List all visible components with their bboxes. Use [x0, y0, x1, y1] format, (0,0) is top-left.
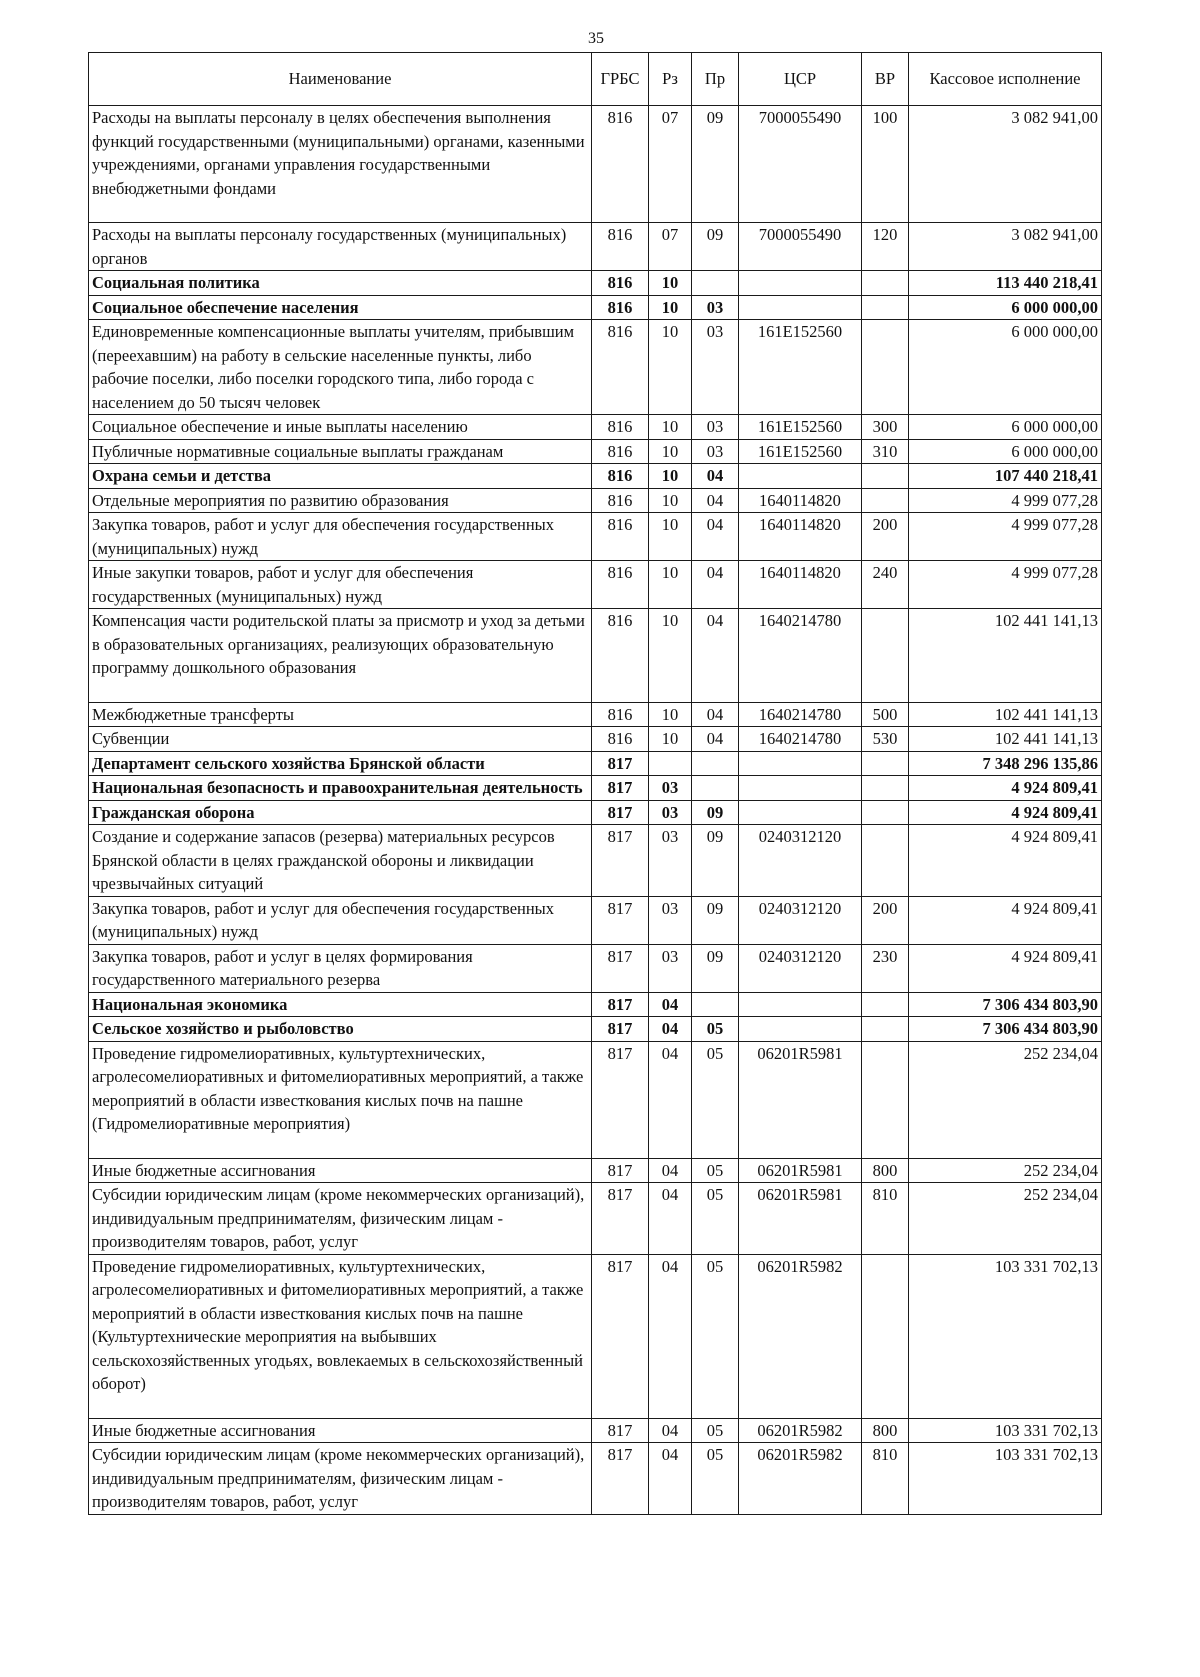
cell-sum: 103 331 702,13: [909, 1443, 1102, 1515]
header-grbs: ГРБС: [592, 53, 649, 106]
cell-pr: 05: [692, 1158, 739, 1183]
header-vr: ВР: [862, 53, 909, 106]
cell-csr: [739, 464, 862, 489]
cell-csr: 06201R5981: [739, 1183, 862, 1255]
cell-sum: 103 331 702,13: [909, 1254, 1102, 1418]
cell-pr: 04: [692, 609, 739, 703]
cell-name: Компенсация части родительской платы за присмотр и уход за детьми в образовательных организациях, реализующих образовательную программу дошкольного образования: [89, 609, 592, 703]
cell-name: Межбюджетные трансферты: [89, 702, 592, 727]
cell-name: Охрана семьи и детства: [89, 464, 592, 489]
cell-csr: 1640114820: [739, 488, 862, 513]
cell-pr: 09: [692, 223, 739, 271]
table-row: [89, 320, 1102, 415]
cell-sum: 103 331 702,13: [909, 1418, 1102, 1443]
cell-vr: 310: [862, 439, 909, 464]
cell-csr: [739, 1017, 862, 1042]
cell-name: Субсидии юридическим лицам (кроме некоммерческих организаций), индивидуальным предпринимателям, физическим лицам - производителям товаров, работ, услуг: [89, 1183, 592, 1255]
cell-vr: 800: [862, 1418, 909, 1443]
cell-vr: [862, 320, 909, 415]
cell-grbs: 817: [592, 992, 649, 1017]
cell-vr: [862, 271, 909, 296]
cell-vr: 800: [862, 1158, 909, 1183]
cell-vr: 530: [862, 727, 909, 752]
cell-grbs: 817: [592, 1418, 649, 1443]
cell-vr: [862, 609, 909, 703]
cell-sum: 252 234,04: [909, 1041, 1102, 1158]
cell-sum: 3 082 941,00: [909, 223, 1102, 271]
cell-grbs: 816: [592, 295, 649, 320]
cell-sum: 6 000 000,00: [909, 439, 1102, 464]
table-row: [89, 464, 1102, 489]
cell-sum: 4 924 809,41: [909, 825, 1102, 897]
cell-pr: 09: [692, 800, 739, 825]
cell-sum: 252 234,04: [909, 1158, 1102, 1183]
cell-grbs: 816: [592, 513, 649, 561]
table-row: [89, 295, 1102, 320]
cell-name: Закупка товаров, работ и услуг для обеспечения государственных (муниципальных) нужд: [89, 513, 592, 561]
cell-pr: [692, 271, 739, 296]
cell-sum: 252 234,04: [909, 1183, 1102, 1255]
cell-name: Публичные нормативные социальные выплаты гражданам: [89, 439, 592, 464]
cell-name: Проведение гидромелиоративных, культуртехнических, агролесомелиоративных и фитомелиоративных мероприятий, а также мероприятий в области известкования кислых почв на пашне (Культуртехнические мероприятия на выбывших сельскохозяйственных угодьях, вовлекаемых в сельскохозяйственный оборот): [89, 1254, 592, 1418]
cell-vr: 240: [862, 561, 909, 609]
cell-name: Расходы на выплаты персоналу государственных (муниципальных) органов: [89, 223, 592, 271]
cell-rz: 10: [649, 702, 692, 727]
cell-sum: 102 441 141,13: [909, 727, 1102, 752]
cell-sum: 4 999 077,28: [909, 513, 1102, 561]
cell-sum: 7 306 434 803,90: [909, 1017, 1102, 1042]
header-sum: Кассовое исполнение: [909, 53, 1102, 106]
cell-vr: [862, 992, 909, 1017]
cell-grbs: 816: [592, 106, 649, 223]
cell-grbs: 817: [592, 825, 649, 897]
table-row: [89, 561, 1102, 609]
cell-vr: [862, 464, 909, 489]
cell-grbs: 816: [592, 223, 649, 271]
cell-rz: [649, 751, 692, 776]
cell-name: Гражданская оборона: [89, 800, 592, 825]
cell-rz: 03: [649, 896, 692, 944]
cell-rz: 10: [649, 439, 692, 464]
cell-rz: 07: [649, 223, 692, 271]
cell-csr: [739, 295, 862, 320]
cell-rz: 04: [649, 1254, 692, 1418]
cell-sum: 7 348 296 135,86: [909, 751, 1102, 776]
cell-csr: [739, 800, 862, 825]
cell-pr: 04: [692, 702, 739, 727]
cell-grbs: 816: [592, 271, 649, 296]
cell-pr: 04: [692, 513, 739, 561]
cell-vr: [862, 800, 909, 825]
cell-pr: [692, 992, 739, 1017]
table-header-row: [89, 53, 1102, 106]
cell-pr: 05: [692, 1017, 739, 1042]
cell-grbs: 817: [592, 1017, 649, 1042]
cell-rz: 10: [649, 415, 692, 440]
cell-name: Сельское хозяйство и рыболовство: [89, 1017, 592, 1042]
table-row: [89, 896, 1102, 944]
cell-grbs: 816: [592, 609, 649, 703]
cell-rz: 04: [649, 992, 692, 1017]
cell-csr: 06201R5981: [739, 1158, 862, 1183]
cell-rz: 04: [649, 1017, 692, 1042]
cell-grbs: 817: [592, 751, 649, 776]
cell-rz: 10: [649, 271, 692, 296]
cell-sum: 6 000 000,00: [909, 295, 1102, 320]
cell-name: Иные закупки товаров, работ и услуг для обеспечения государственных (муниципальных) нужд: [89, 561, 592, 609]
page-number: 35: [588, 30, 604, 47]
table-row: [89, 1254, 1102, 1418]
cell-grbs: 817: [592, 800, 649, 825]
table-row: [89, 702, 1102, 727]
cell-rz: 10: [649, 609, 692, 703]
cell-rz: 10: [649, 488, 692, 513]
cell-pr: 09: [692, 106, 739, 223]
cell-name: Проведение гидромелиоративных, культуртехнических, агролесомелиоративных и фитомелиоративных мероприятий, а также мероприятий в области известкования кислых почв на пашне (Гидромелиоративные мероприятия): [89, 1041, 592, 1158]
cell-name: Иные бюджетные ассигнования: [89, 1418, 592, 1443]
cell-vr: [862, 825, 909, 897]
table-body: [89, 106, 1102, 1515]
cell-pr: 03: [692, 415, 739, 440]
cell-sum: 4 999 077,28: [909, 561, 1102, 609]
cell-vr: 100: [862, 106, 909, 223]
cell-name: Социальное обеспечение населения: [89, 295, 592, 320]
cell-sum: 7 306 434 803,90: [909, 992, 1102, 1017]
cell-sum: 4 924 809,41: [909, 896, 1102, 944]
cell-vr: 200: [862, 896, 909, 944]
cell-rz: 10: [649, 464, 692, 489]
cell-rz: 03: [649, 776, 692, 801]
cell-pr: 05: [692, 1418, 739, 1443]
cell-csr: 161E152560: [739, 415, 862, 440]
cell-csr: 06201R5981: [739, 1041, 862, 1158]
cell-rz: 10: [649, 513, 692, 561]
cell-vr: 200: [862, 513, 909, 561]
cell-csr: 0240312120: [739, 825, 862, 897]
cell-pr: 09: [692, 825, 739, 897]
cell-csr: 161E152560: [739, 320, 862, 415]
table-row: [89, 106, 1102, 223]
table-row: [89, 271, 1102, 296]
cell-vr: [862, 751, 909, 776]
cell-pr: 04: [692, 464, 739, 489]
cell-pr: 03: [692, 320, 739, 415]
cell-csr: 161E152560: [739, 439, 862, 464]
table-row: [89, 776, 1102, 801]
cell-sum: 4 999 077,28: [909, 488, 1102, 513]
cell-rz: 03: [649, 825, 692, 897]
cell-rz: 10: [649, 561, 692, 609]
cell-csr: 7000055490: [739, 106, 862, 223]
cell-sum: 4 924 809,41: [909, 800, 1102, 825]
table-row: [89, 1158, 1102, 1183]
cell-pr: [692, 751, 739, 776]
cell-pr: [692, 776, 739, 801]
cell-grbs: 817: [592, 896, 649, 944]
cell-csr: 06201R5982: [739, 1418, 862, 1443]
cell-name: Социальное обеспечение и иные выплаты населению: [89, 415, 592, 440]
cell-vr: 810: [862, 1183, 909, 1255]
cell-vr: [862, 1041, 909, 1158]
cell-vr: [862, 488, 909, 513]
cell-vr: 230: [862, 944, 909, 992]
cell-sum: 102 441 141,13: [909, 609, 1102, 703]
cell-sum: 102 441 141,13: [909, 702, 1102, 727]
table-row: [89, 751, 1102, 776]
cell-vr: 500: [862, 702, 909, 727]
cell-name: Социальная политика: [89, 271, 592, 296]
cell-sum: 4 924 809,41: [909, 944, 1102, 992]
cell-rz: 07: [649, 106, 692, 223]
cell-rz: 10: [649, 320, 692, 415]
table-row: [89, 609, 1102, 703]
cell-rz: 04: [649, 1158, 692, 1183]
table-row: [89, 513, 1102, 561]
cell-grbs: 817: [592, 1158, 649, 1183]
table-row: [89, 944, 1102, 992]
cell-grbs: 816: [592, 415, 649, 440]
cell-name: Субсидии юридическим лицам (кроме некоммерческих организаций), индивидуальным предпринимателям, физическим лицам - производителям товаров, работ, услуг: [89, 1443, 592, 1515]
cell-vr: [862, 776, 909, 801]
cell-sum: 3 082 941,00: [909, 106, 1102, 223]
table-row: [89, 727, 1102, 752]
cell-pr: 09: [692, 896, 739, 944]
cell-csr: 1640114820: [739, 513, 862, 561]
cell-grbs: 816: [592, 727, 649, 752]
cell-pr: 04: [692, 727, 739, 752]
cell-grbs: 817: [592, 1041, 649, 1158]
cell-pr: 05: [692, 1041, 739, 1158]
cell-name: Отдельные мероприятия по развитию образования: [89, 488, 592, 513]
cell-sum: 6 000 000,00: [909, 320, 1102, 415]
table-row: [89, 223, 1102, 271]
cell-csr: 1640114820: [739, 561, 862, 609]
cell-grbs: 816: [592, 320, 649, 415]
cell-csr: 7000055490: [739, 223, 862, 271]
cell-vr: 120: [862, 223, 909, 271]
cell-grbs: 816: [592, 464, 649, 489]
cell-name: Создание и содержание запасов (резерва) материальных ресурсов Брянской области в целях гражданской обороны и ликвидации чрезвычайных ситуаций: [89, 825, 592, 897]
header-csr: ЦСР: [739, 53, 862, 106]
cell-pr: 05: [692, 1183, 739, 1255]
cell-name: Закупка товаров, работ и услуг в целях формирования государственного материального резерва: [89, 944, 592, 992]
cell-csr: 1640214780: [739, 727, 862, 752]
cell-name: Субвенции: [89, 727, 592, 752]
cell-rz: 04: [649, 1418, 692, 1443]
budget-execution-table: [88, 52, 1102, 1515]
cell-pr: 05: [692, 1254, 739, 1418]
cell-name: Закупка товаров, работ и услуг для обеспечения государственных (муниципальных) нужд: [89, 896, 592, 944]
cell-csr: [739, 751, 862, 776]
cell-pr: 04: [692, 561, 739, 609]
table-row: [89, 415, 1102, 440]
table-row: [89, 1041, 1102, 1158]
cell-csr: 1640214780: [739, 609, 862, 703]
cell-rz: 10: [649, 727, 692, 752]
cell-grbs: 817: [592, 776, 649, 801]
cell-rz: 10: [649, 295, 692, 320]
cell-grbs: 817: [592, 1443, 649, 1515]
cell-csr: 1640214780: [739, 702, 862, 727]
cell-name: Департамент сельского хозяйства Брянской области: [89, 751, 592, 776]
header-name: Наименование: [89, 53, 592, 106]
cell-vr: [862, 1017, 909, 1042]
table-row: [89, 1183, 1102, 1255]
table-row: [89, 825, 1102, 897]
cell-csr: 0240312120: [739, 944, 862, 992]
cell-csr: [739, 992, 862, 1017]
table-row: [89, 439, 1102, 464]
cell-vr: 810: [862, 1443, 909, 1515]
cell-name: Национальная экономика: [89, 992, 592, 1017]
cell-pr: 09: [692, 944, 739, 992]
cell-sum: 4 924 809,41: [909, 776, 1102, 801]
cell-sum: 107 440 218,41: [909, 464, 1102, 489]
cell-grbs: 817: [592, 1183, 649, 1255]
cell-name: Иные бюджетные ассигнования: [89, 1158, 592, 1183]
cell-rz: 03: [649, 944, 692, 992]
cell-grbs: 816: [592, 488, 649, 513]
cell-csr: [739, 271, 862, 296]
table-row: [89, 992, 1102, 1017]
table-row: [89, 1418, 1102, 1443]
cell-vr: 300: [862, 415, 909, 440]
cell-pr: 03: [692, 295, 739, 320]
cell-grbs: 816: [592, 702, 649, 727]
cell-grbs: 816: [592, 561, 649, 609]
cell-rz: 04: [649, 1041, 692, 1158]
cell-vr: [862, 1254, 909, 1418]
header-pr: Пр: [692, 53, 739, 106]
cell-pr: 05: [692, 1443, 739, 1515]
cell-csr: 0240312120: [739, 896, 862, 944]
cell-pr: 04: [692, 488, 739, 513]
cell-csr: 06201R5982: [739, 1254, 862, 1418]
cell-name: Национальная безопасность и правоохранительная деятельность: [89, 776, 592, 801]
cell-name: Единовременные компенсационные выплаты учителям, прибывшим (переехавшим) на работу в сельские населенные пункты, либо рабочие поселки, либо поселки городского типа, либо города с населением до 50 тысяч человек: [89, 320, 592, 415]
cell-grbs: 817: [592, 1254, 649, 1418]
cell-rz: 04: [649, 1183, 692, 1255]
header-rz: Рз: [649, 53, 692, 106]
cell-sum: 113 440 218,41: [909, 271, 1102, 296]
cell-vr: [862, 295, 909, 320]
cell-rz: 03: [649, 800, 692, 825]
cell-grbs: 816: [592, 439, 649, 464]
table-row: [89, 1017, 1102, 1042]
cell-pr: 03: [692, 439, 739, 464]
cell-name: Расходы на выплаты персоналу в целях обеспечения выполнения функций государственными (муниципальными) органами, казенными учреждениями, органами управления государственными внебюджетными фондами: [89, 106, 592, 223]
table-row: [89, 1443, 1102, 1515]
cell-grbs: 817: [592, 944, 649, 992]
table-row: [89, 488, 1102, 513]
table-row: [89, 800, 1102, 825]
cell-csr: [739, 776, 862, 801]
cell-csr: 06201R5982: [739, 1443, 862, 1515]
cell-sum: 6 000 000,00: [909, 415, 1102, 440]
cell-rz: 04: [649, 1443, 692, 1515]
